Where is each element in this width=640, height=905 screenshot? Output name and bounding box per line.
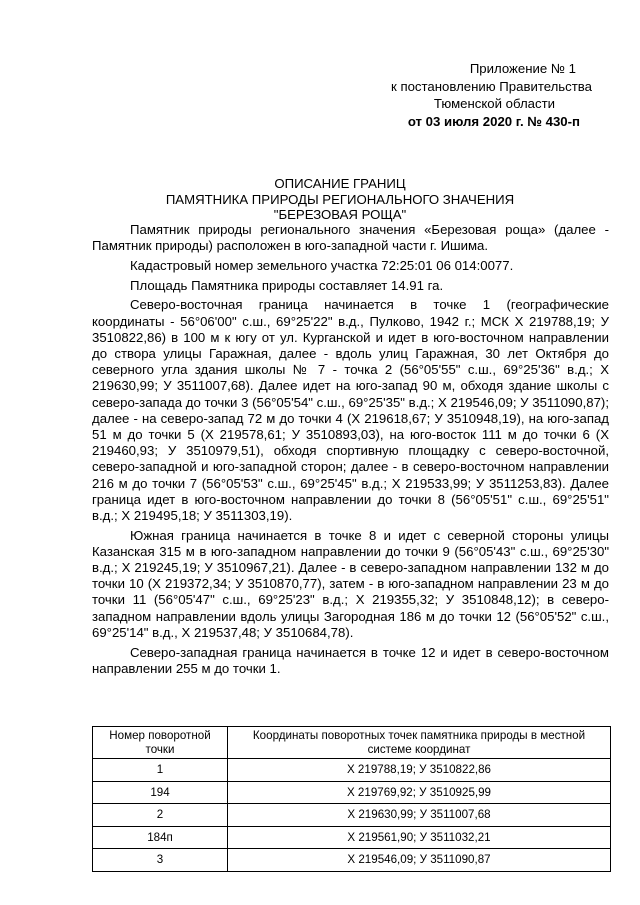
paragraph-cadastral: Кадастровый номер земельного участка 72:25:01 06 014:0077. — [130, 257, 514, 273]
paragraph-south-border: Южная граница начинается в точке 8 и идет с северной стороны улицы Казанская 315 м в юго-западном направлении до точки 9 (56°05'43" с.ш., 69°25'30" в.д.; Х 219245,19; У 3510967,21). Далее - в северо-западном направлении 132 м до точки 10 (Х 219372,34; У 3510870,77), затем - в юго-западном направлении 23 м до точки 11 (56°05'47" с.ш., 69°25'23" в.д.; Х 219355,32; У 3510848,12); в северо-западном направлении вдоль улицы Загородная 186 м до точки 12 (56°05'52" с.ш., 69°25'14" в.д., Х 219537,48; У 3510684,78). — [92, 527, 609, 640]
point-coordinates: Х 219769,92; У 3510925,99 — [228, 781, 611, 804]
table-row — [93, 759, 611, 782]
title-line-3: "БЕРЕЗОВАЯ РОЩА" — [273, 207, 407, 222]
point-coordinates: Х 219546,09; У 3511090,87 — [228, 849, 611, 872]
appendix-date-number: от 03 июля 2020 г. № 430-п — [407, 113, 580, 129]
appendix-resolution-line: к постановлению Правительства — [391, 78, 592, 94]
point-coordinates: Х 219630,99; У 3511007,68 — [228, 804, 611, 827]
title-line-2: ПАМЯТНИКА ПРИРОДЫ РЕГИОНАЛЬНОГО ЗНАЧЕНИЯ — [165, 191, 515, 207]
table-header-row — [93, 727, 611, 759]
paragraph-northwest-border: Северо-западная граница начинается в точке 12 и идет в северо-восточном направлении 255 м до точки 1. — [92, 644, 609, 676]
document-title — [60, 176, 620, 223]
table-row — [93, 804, 611, 827]
appendix-block — [292, 60, 592, 130]
header-coordinates: Координаты поворотных точек памятника природы в местной системе координат — [228, 727, 611, 759]
document-body — [92, 222, 609, 680]
point-coordinates: Х 219561,90; У 3511032,21 — [228, 826, 611, 849]
paragraph-area: Площадь Памятника природы составляет 14.91 га. — [130, 277, 444, 293]
paragraph-location: Памятник природы регионального значения «Березовая роща» (далее - Памятник природы) расположен в юго-западной части г. Ишима. — [92, 222, 609, 254]
title-line-1: ОПИСАНИЕ ГРАНИЦ — [274, 176, 406, 191]
point-number: 1 — [93, 759, 228, 782]
table-row — [93, 826, 611, 849]
appendix-region-line: Тюменской области — [433, 96, 555, 111]
point-number: 184п — [93, 826, 228, 849]
point-number: 2 — [93, 804, 228, 827]
point-number: 194 — [93, 781, 228, 804]
table-row — [93, 849, 611, 872]
header-point-number: Номер поворотной точки — [93, 727, 228, 759]
paragraph-northeast-border: Северо-восточная граница начинается в точке 1 (географические координаты - 56°06'00" с.ш., 69°25'22" в.д., Пулково, 1942 г.; МСК Х 219788,19; У 3510822,86) в 100 м к югу от ул. Курганской и идет в юго-восточном направлении до створа улицы Гаражная, далее - вдоль улиц Гаражная, 30 лет Октября до северного угла здания школы № 7 - точка 2 (56°05'55" с.ш., 69°25'36" в.д.; Х 219630,99; У 3511007,68). Далее идет на юго-запад 90 м, обходя здание школы с северо-запада до точки 3 (56°05'54" с.ш., 69°25'35" в.д.; Х 219546,09; У 3511090,87); далее - на северо-запад 72 м до точки 4 (Х 219618,67; У 3510948,19), на юго-запад 51 м до точки 5 (Х 219578,61; У 3510893,03), на юго-восток 111 м до точки 6 (Х 219460,93; У 3510979,51), обходя спортивную площадку с северо-восточной, северо-западной и юго-западной сторон; далее - в северо-восточном направлении 216 м до точки 7 (56°05'53" с.ш., 69°25'45" в.д.; Х 219533,99; У 3511253,83). Далее граница идет в юго-восточном направлении до точки 8 (56°05'51" с.ш., 69°25'51" в.д.; Х 219495,18; У 3511303,19). — [92, 297, 609, 523]
point-coordinates: Х 219788,19; У 3510822,86 — [228, 759, 611, 782]
coordinates-table — [92, 726, 611, 872]
table-row — [93, 781, 611, 804]
point-number: 3 — [93, 849, 228, 872]
appendix-number: Приложение № 1 — [469, 61, 576, 76]
